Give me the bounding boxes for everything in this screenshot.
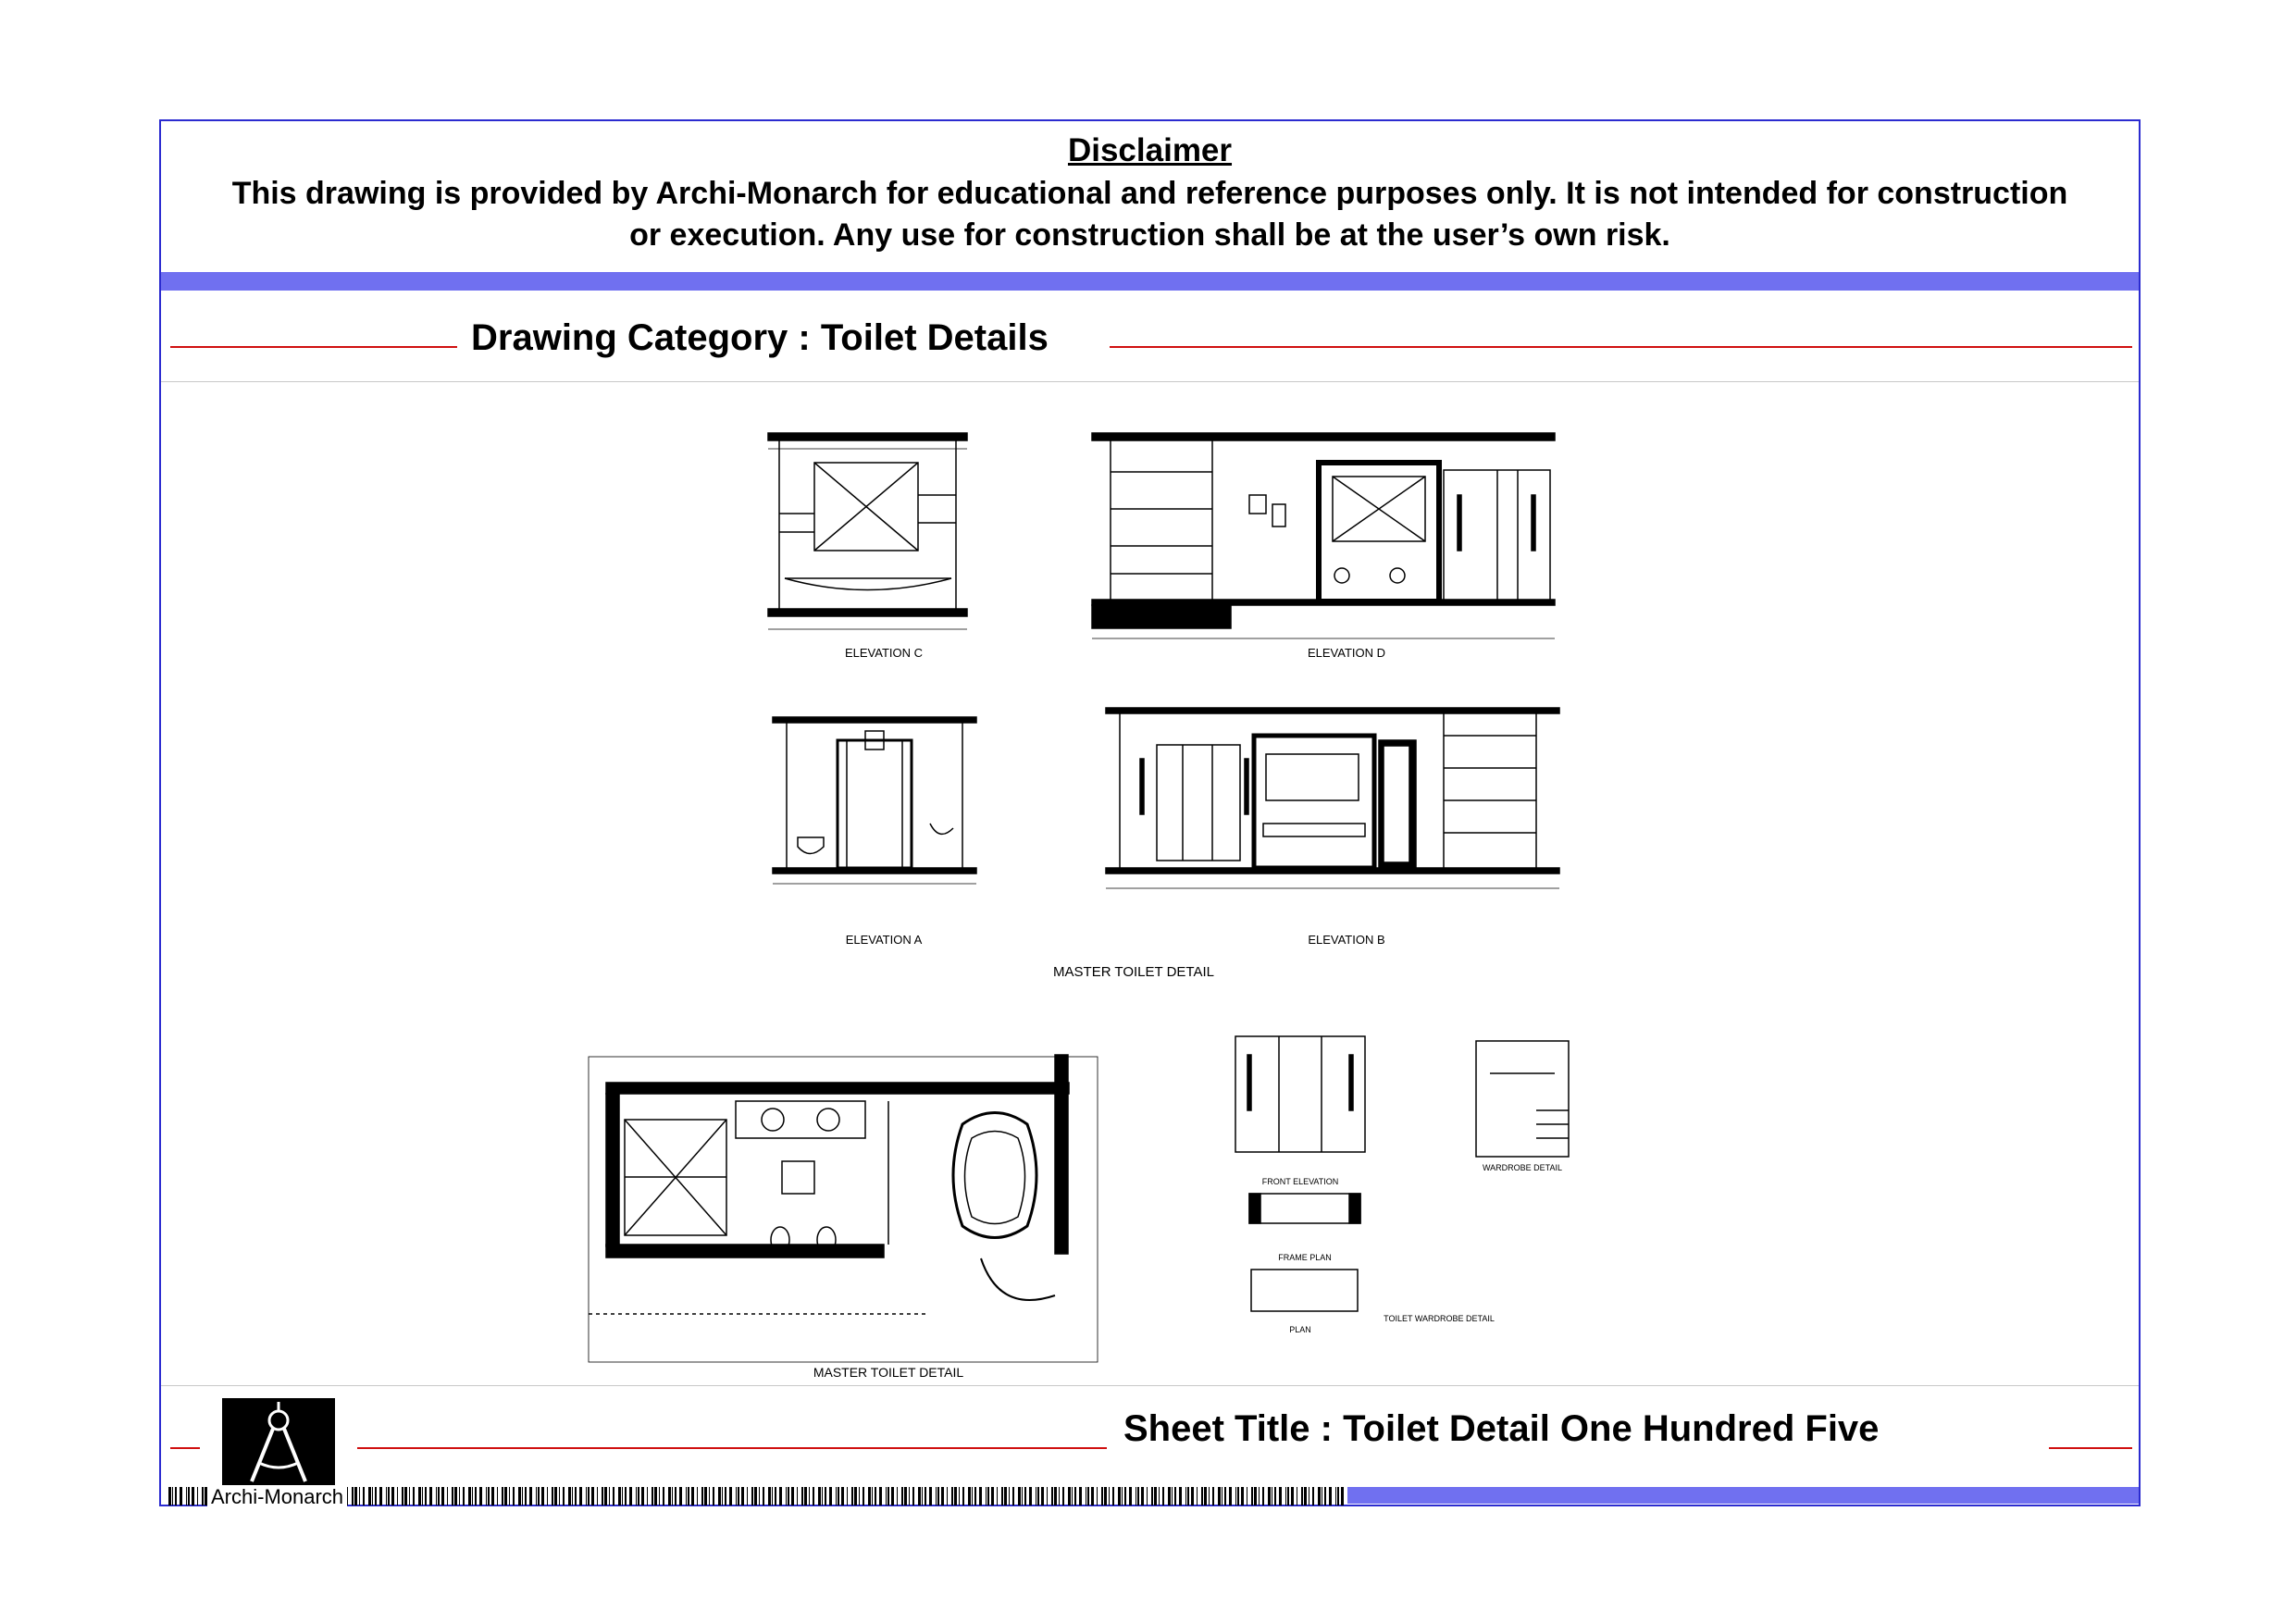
disclaimer-text: This drawing is provided by Archi-Monarch for educational and reference purposes only. It is not intended for construction or execution. Any use for construction shall be at the user’s own risk. [231,176,2068,253]
elevation-c-drawing [768,433,967,629]
elevation-b-drawing [1106,708,1559,888]
master-toilet-plan-drawing [589,1055,1098,1362]
brand-name: Archi-Monarch [207,1485,347,1509]
section-title: MASTER TOILET DETAIL [813,1365,964,1380]
disclaimer-heading: Disclaimer [1067,132,1233,168]
wardrobe-label: PLAN [1289,1325,1311,1334]
wardrobe-label: TOILET WARDROBE DETAIL [1384,1314,1495,1323]
elevation-d-drawing [1092,433,1555,638]
elevation-a-drawing [773,717,976,884]
elevation-label: ELEVATION B [1308,933,1385,947]
wardrobe-details-drawing [1235,1036,1569,1311]
wardrobe-label: WARDROBE DETAIL [1482,1163,1563,1172]
elevation-label: ELEVATION A [845,933,923,947]
wardrobe-label: FRONT ELEVATION [1261,1177,1339,1186]
section-title: MASTER TOILET DETAIL [1053,964,1214,980]
elevation-label: ELEVATION D [1307,646,1386,660]
elevation-label: ELEVATION C [844,646,924,660]
drawing-category: Drawing Category : Toilet Details [471,317,1049,358]
sheet-title: Sheet Title : Toilet Detail One Hundred Five [1123,1408,1880,1449]
wardrobe-label: FRAME PLAN [1278,1253,1332,1262]
